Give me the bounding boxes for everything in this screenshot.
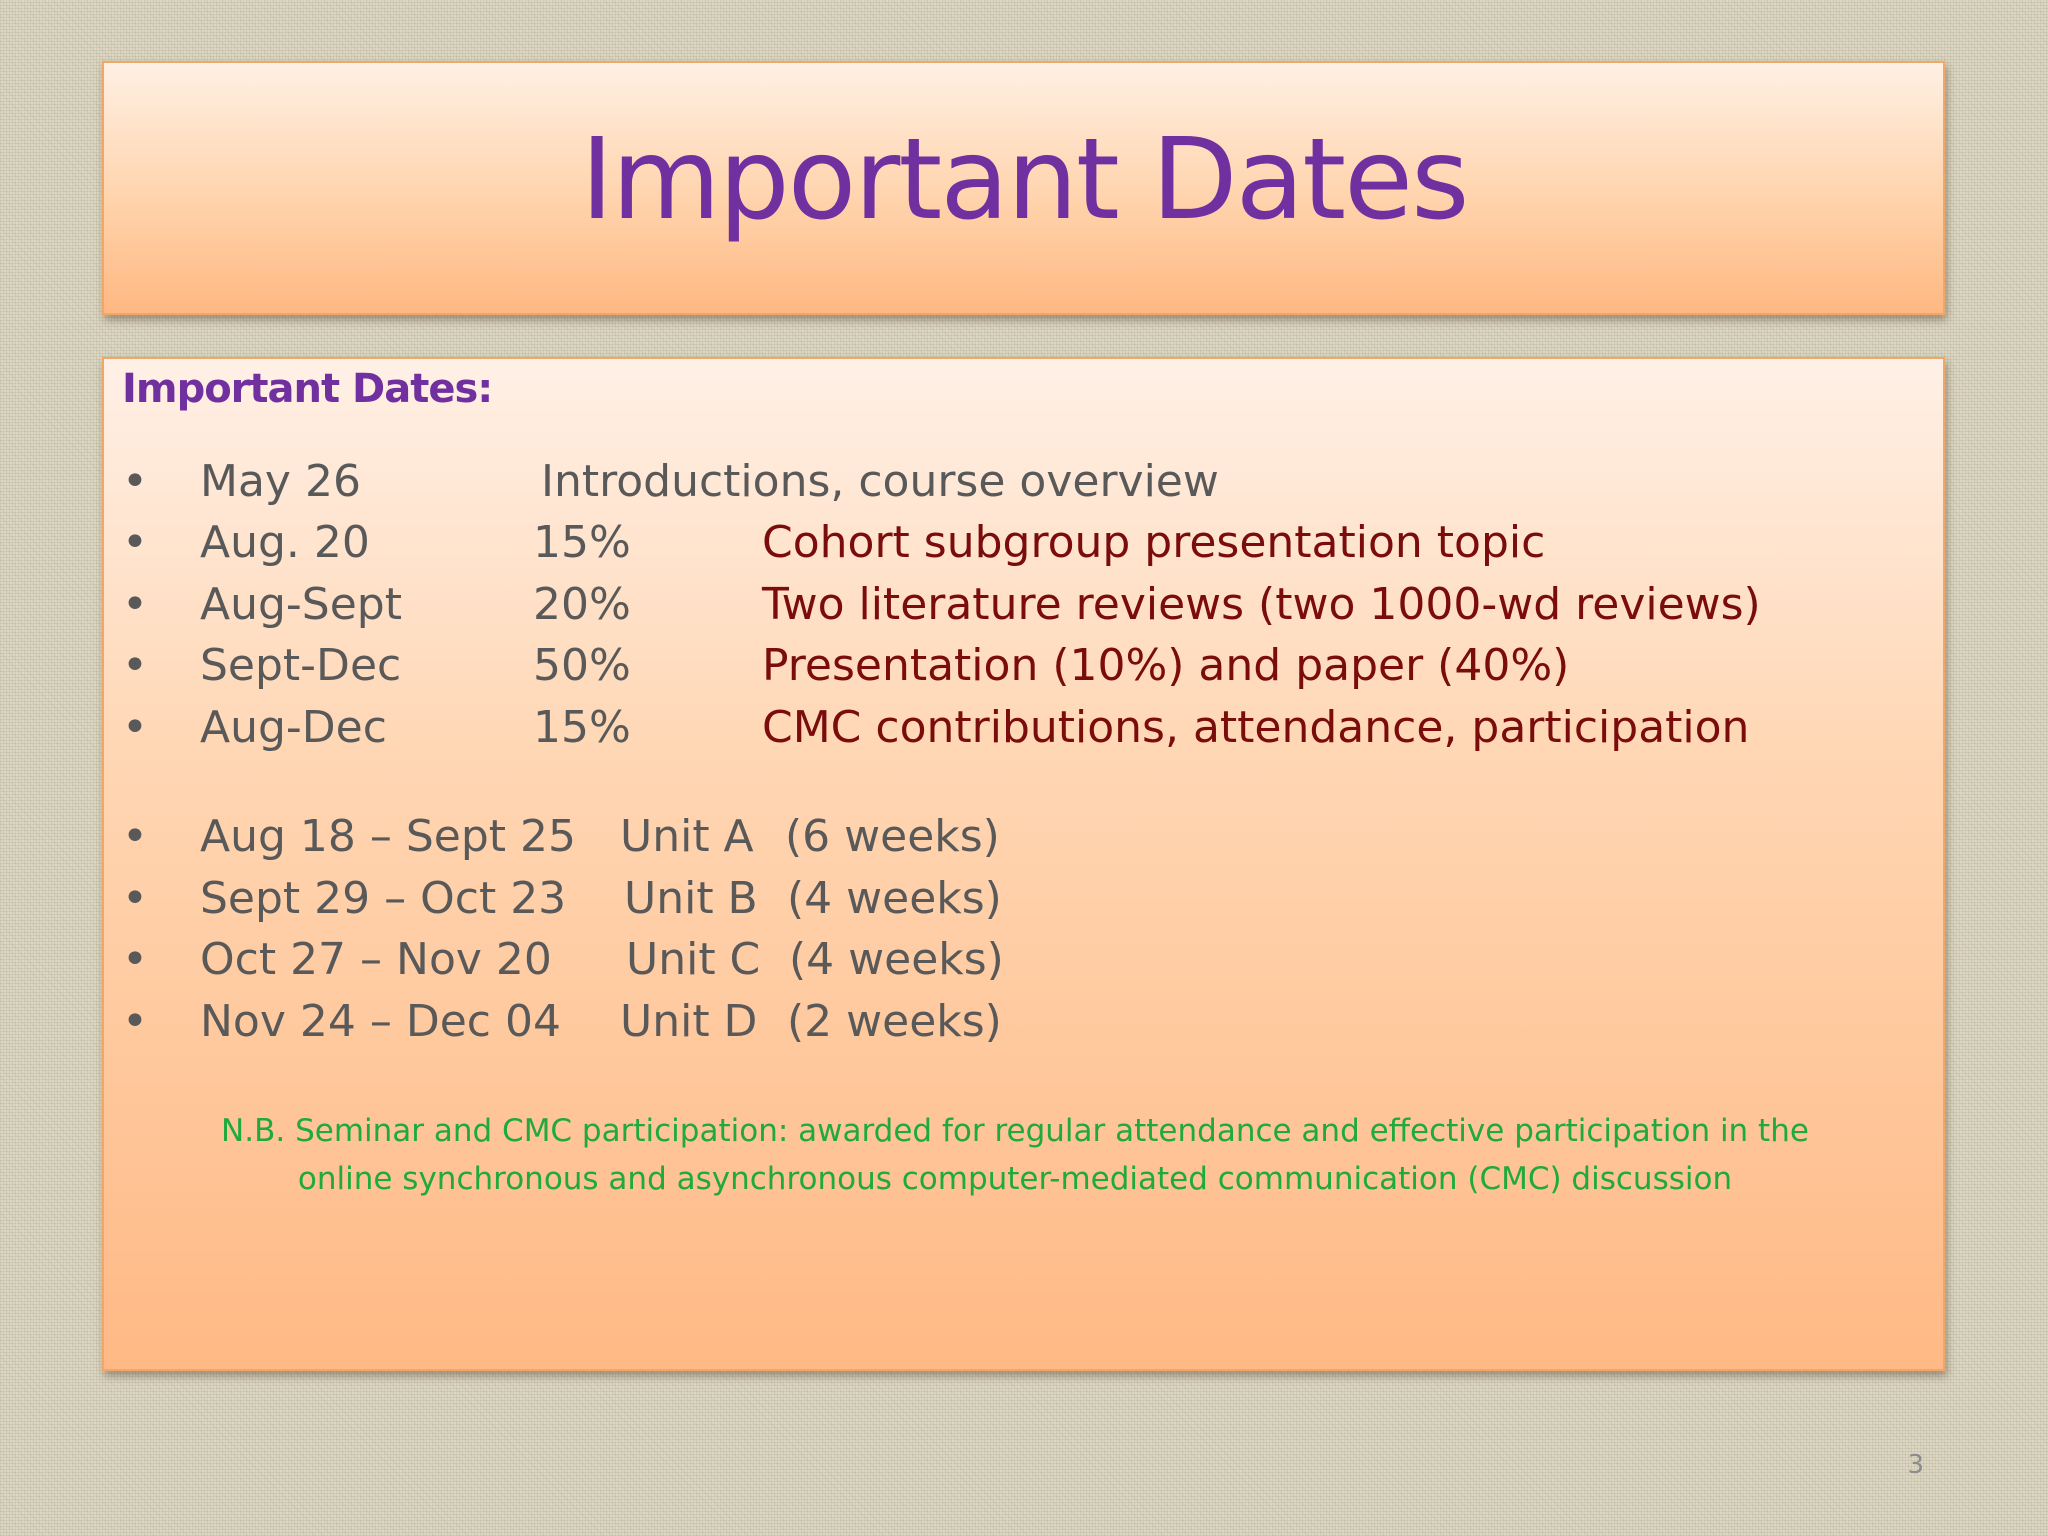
- unit-name: Unit C: [626, 934, 761, 985]
- unit-date-range: Aug 18 – Sept 25: [200, 811, 577, 862]
- unit-duration: (4 weeks): [787, 873, 1002, 924]
- unit-duration: (4 weeks): [789, 934, 1004, 985]
- schedule-date: Aug-Sept: [200, 579, 402, 630]
- bullet-icon: •: [122, 873, 148, 924]
- unit-name: Unit B: [624, 873, 758, 924]
- schedule-weight: 15%: [533, 517, 631, 568]
- unit-date-range: Nov 24 – Dec 04: [200, 996, 561, 1047]
- bullet-icon: •: [122, 579, 148, 630]
- schedule-row: [0, 577, 2048, 633]
- schedule-description: Cohort subgroup presentation topic: [762, 517, 1546, 568]
- unit-duration: (2 weeks): [787, 996, 1002, 1047]
- schedule-weight: 20%: [533, 579, 631, 630]
- unit-row: [0, 871, 2048, 927]
- note-line-2: online synchronous and asynchronous computer-mediated communication (CMC) discussion: [297, 1161, 1733, 1197]
- schedule-description: CMC contributions, attendance, participation: [762, 702, 1750, 753]
- schedule-row: [0, 515, 2048, 571]
- unit-row: [0, 809, 2048, 865]
- unit-date-range: Oct 27 – Nov 20: [200, 934, 552, 985]
- unit-date-range: Sept 29 – Oct 23: [200, 873, 567, 924]
- section-heading: Important Dates:: [122, 366, 493, 412]
- bullet-icon: •: [122, 702, 148, 753]
- schedule-date: Aug. 20: [200, 517, 370, 568]
- page-number: 3: [1907, 1450, 1924, 1480]
- schedule-date: Sept-Dec: [200, 640, 402, 691]
- unit-name: Unit A: [620, 811, 754, 862]
- schedule-weight: 15%: [533, 702, 631, 753]
- bullet-icon: •: [122, 456, 148, 507]
- schedule-description: Introductions, course overview: [541, 456, 1219, 507]
- note-line-1: N.B. Seminar and CMC participation: awarded for regular attendance and effective participation in the: [221, 1113, 1809, 1149]
- schedule-row: [0, 700, 2048, 756]
- schedule-description: Presentation (10%) and paper (40%): [762, 640, 1570, 691]
- unit-row: [0, 994, 2048, 1050]
- schedule-row: [0, 638, 2048, 694]
- schedule-weight: 50%: [533, 640, 631, 691]
- bullet-icon: •: [122, 996, 148, 1047]
- unit-duration: (6 weeks): [785, 811, 1000, 862]
- bullet-icon: •: [122, 640, 148, 691]
- bullet-icon: •: [122, 517, 148, 568]
- schedule-date: May 26: [200, 456, 361, 507]
- schedule-date: Aug-Dec: [200, 702, 387, 753]
- schedule-row: [0, 454, 2048, 510]
- bullet-icon: •: [122, 934, 148, 985]
- bullet-icon: •: [122, 811, 148, 862]
- unit-row: [0, 932, 2048, 988]
- unit-name: Unit D: [620, 996, 758, 1047]
- slide-title: Important Dates: [580, 115, 1468, 245]
- schedule-description: Two literature reviews (two 1000-wd reviews): [762, 579, 1761, 630]
